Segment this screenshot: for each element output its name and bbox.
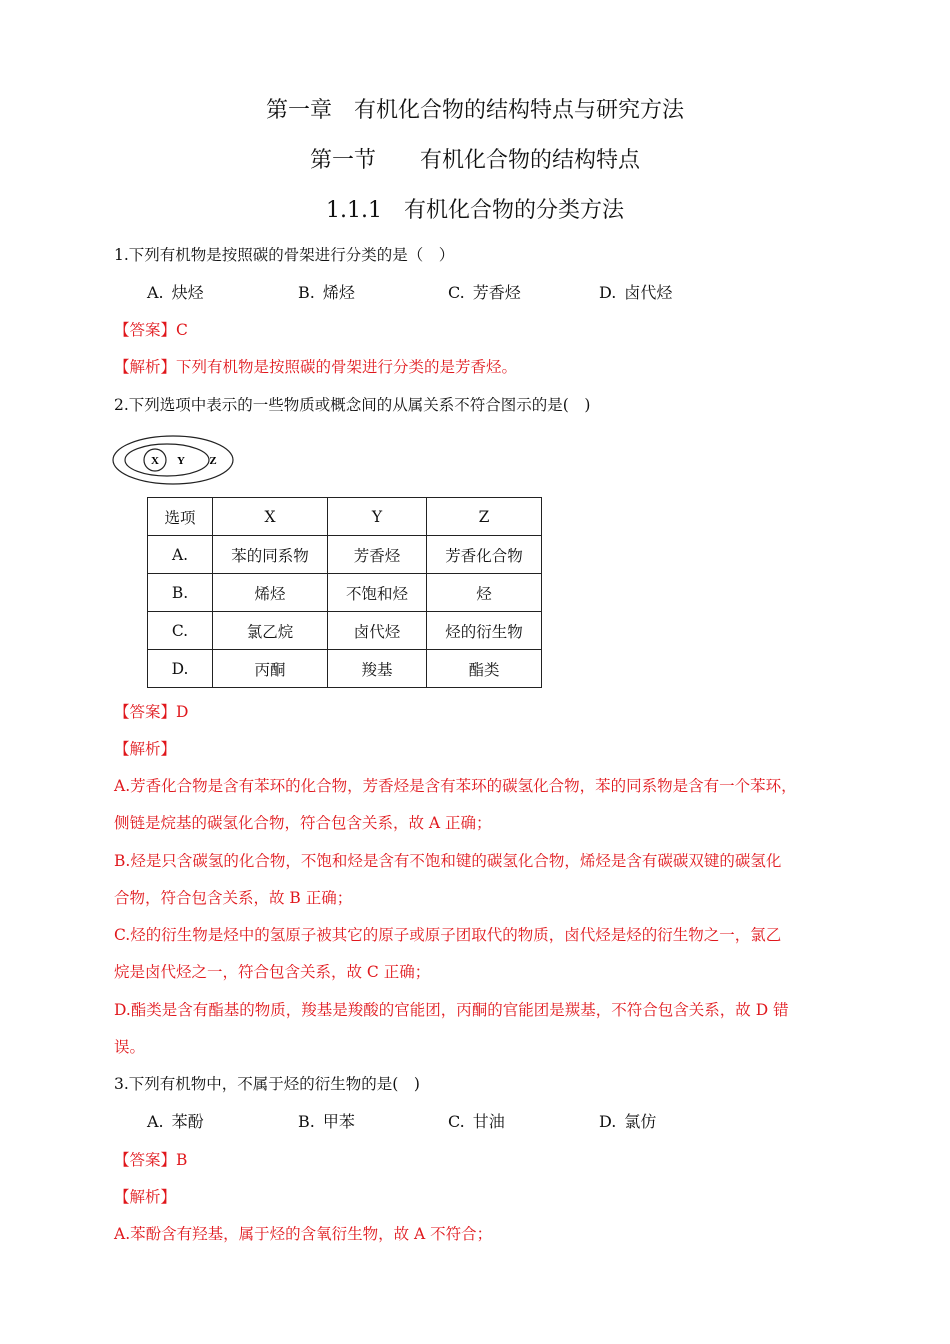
q1-option-c: C. 芳香烃 [448,283,521,302]
q3-option-c: C. 甘油 [448,1112,505,1131]
table-header-cell: X [213,498,328,536]
section-title: 第一节 有机化合物的结构特点 [309,148,640,173]
venn-label-y: Y [177,455,185,467]
q3-option-b: B. 甲苯 [298,1112,355,1131]
table-cell: 卤代烃 [328,612,427,650]
table-cell: B. [148,574,213,612]
table-row [148,536,542,574]
q1-option-a: A. 炔烃 [147,283,204,302]
q2-options-table [147,497,542,688]
q3-analysis-line: A.苯酚含有羟基，属于烃的含氧衍生物，故 A 不符合； [114,1225,493,1243]
q2-analysis-line: C.烃的衍生物是烃中的氢原子被其它的原子或原子团取代的物质，卤代烃是烃的衍生物之一，氯乙 [114,926,782,944]
q2-analysis-line: 烷是卤代烃之一，符合包含关系，故 C 正确； [114,963,431,981]
table-header-cell: Z [427,498,542,536]
q2-analysis-line: 误。 [114,1038,146,1056]
table-cell: D. [148,650,213,688]
q2-analysis-label: 【解析】 [114,740,177,758]
q1-question: 1.下列有机物是按照碳的骨架进行分类的是（ ） [114,246,455,264]
subsection-title: 1.1.1 有机化合物的分类方法 [326,198,624,223]
table-header-cell: 选项 [148,498,213,536]
table-row [148,650,542,688]
q1-option-d: D. 卤代烃 [599,283,673,302]
table-cell: 酯类 [427,650,542,688]
q2-analysis-line: A.芳香化合物是含有苯环的化合物，芳香烃是含有苯环的碳氢化合物，苯的同系物是含有一个苯环， [114,777,797,795]
q2-analysis-line: 合物，符合包含关系，故 B 正确； [114,889,353,907]
table-cell: 丙酮 [213,650,328,688]
q1-answer: 【答案】C [114,321,188,339]
table-cell: 芳香烃 [328,536,427,574]
q1-option-b: B. 烯烃 [298,283,355,302]
table-cell: 烃 [427,574,542,612]
q2-analysis-line: 侧链是烷基的碳氢化合物，符合包含关系，故 A 正确； [114,814,492,832]
table-cell: A. [148,536,213,574]
table-cell: 苯的同系物 [213,536,328,574]
venn-diagram [110,432,240,488]
q3-question: 3.下列有机物中，不属于烃的衍生物的是( ) [114,1075,420,1093]
table-cell: 不饱和烃 [328,574,427,612]
chapter-title: 第一章 有机化合物的结构特点与研究方法 [265,98,684,123]
q3-option-d: D. 氯仿 [599,1112,657,1131]
q1-analysis: 【解析】下列有机物是按照碳的骨架进行分类的是芳香烃。 [114,358,518,376]
table-cell: 烯烃 [213,574,328,612]
table-cell: C. [148,612,213,650]
table-header-cell: Y [328,498,427,536]
q3-answer: 【答案】B [114,1151,188,1169]
table-row [148,612,542,650]
q2-answer: 【答案】D [114,703,189,721]
q2-analysis-line: D.酯类是含有酯基的物质，羧基是羧酸的官能团，丙酮的官能团是羰基，不符合包含关系，故 D 错 [114,1001,789,1019]
q2-question: 2.下列选项中表示的一些物质或概念间的从属关系不符合图示的是( ) [114,396,591,414]
table-cell: 芳香化合物 [427,536,542,574]
table-row [148,574,542,612]
table-header-row [148,498,542,536]
q3-option-a: A. 苯酚 [147,1112,204,1131]
venn-label-z: Z [209,455,217,467]
q2-analysis-line: B.烃是只含碳氢的化合物，不饱和烃是含有不饱和键的碳氢化合物，烯烃是含有碳碳双键的碳氢化 [114,852,782,870]
table-cell: 氯乙烷 [213,612,328,650]
table-cell: 羧基 [328,650,427,688]
venn-label-x: X [151,455,159,467]
q3-analysis-label: 【解析】 [114,1188,177,1206]
table-cell: 烃的衍生物 [427,612,542,650]
venn-middle-ellipse [125,444,209,476]
